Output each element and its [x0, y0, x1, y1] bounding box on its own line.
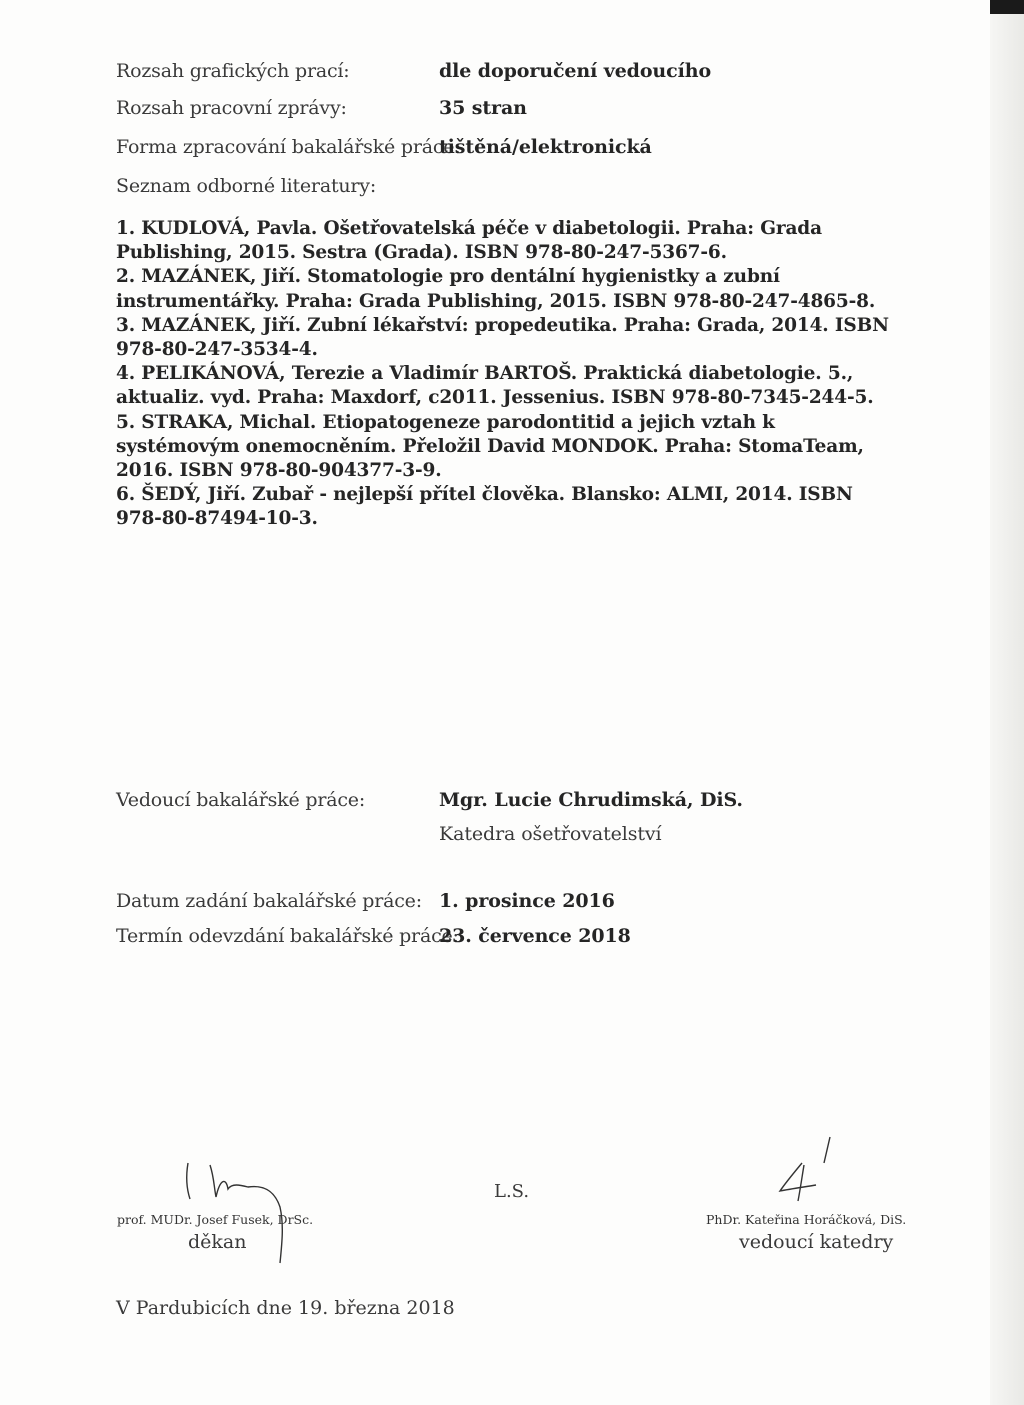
seal-mark: L.S. — [494, 1181, 530, 1202]
field-label: Seznam odborné literatury: — [116, 175, 377, 197]
literature-item: 4. PELIKÁNOVÁ, Terezie a Vladimír BARTOŠ. Praktická diabetologie. 5., aktualiz. vyd. Praha: Maxdorf, c2011. Jessenius. ISBN 978-80-7345-244-5. — [116, 363, 874, 409]
field-label: Rozsah grafických prací: — [116, 60, 350, 82]
literature-list — [116, 217, 896, 532]
scan-corner-mark — [990, 0, 1024, 14]
dean-role: děkan — [188, 1231, 247, 1253]
field-value: 1. prosince 2016 — [439, 890, 615, 912]
literature-item: 2. MAZÁNEK, Jiří. Stomatologie pro dentální hygienistky a zubní instrumentářky. Praha: Grada Publishing, 2015. ISBN 978-80-247-4865-8. — [116, 266, 876, 312]
literature-item: 3. MAZÁNEK, Jiří. Zubní lékařství: propedeutika. Praha: Grada, 2014. ISBN 978-80-247-3534-4. — [116, 314, 889, 361]
field-value: tištěná/elektronická — [439, 136, 652, 158]
place-date: V Pardubicích dne 19. března 2018 — [116, 1297, 455, 1319]
field-value: 23. července 2018 — [439, 925, 631, 947]
field-label: Vedoucí bakalářské práce: — [116, 789, 366, 811]
head-signature — [770, 1135, 850, 1215]
field-label: Rozsah pracovní zprávy: — [116, 97, 347, 119]
dean-name: prof. MUDr. Josef Fusek, DrSc. — [117, 1212, 314, 1227]
head-role: vedoucí katedry — [739, 1231, 894, 1253]
page-edge-shadow — [990, 0, 1024, 1405]
supervisor-name: Mgr. Lucie Chrudimská, DiS. — [439, 789, 743, 811]
field-label: Datum zadání bakalářské práce: — [116, 890, 422, 912]
literature-item: 1. KUDLOVÁ, Pavla. Ošetřovatelská péče v diabetologii. Praha: Grada Publishing, 2015. Sestra (Grada). ISBN 978-80-247-5367-6. — [116, 218, 822, 264]
field-value: 35 stran — [439, 97, 527, 119]
literature-item: 6. ŠEDÝ, Jiří. Zubař - nejlepší přítel člověka. Blansko: ALMI, 2014. ISBN 978-80-87494-10-3. — [116, 484, 853, 530]
head-name: PhDr. Kateřina Horáčková, DiS. — [706, 1212, 907, 1227]
supervisor-department: Katedra ošetřovatelství — [439, 823, 662, 845]
field-label: Forma zpracování bakalářské práce: — [116, 136, 461, 158]
field-label: Termín odevzdání bakalářské práce: — [116, 925, 459, 947]
field-value: dle doporučení vedoucího — [439, 60, 712, 82]
literature-item: 5. STRAKA, Michal. Etiopatogeneze parodontitid a jejich vztah k systémovým onemocněním. Přeložil David MONDOK. Praha: StomaTeam, 2016. ISBN 978-80-904377-3-9. — [116, 411, 864, 482]
